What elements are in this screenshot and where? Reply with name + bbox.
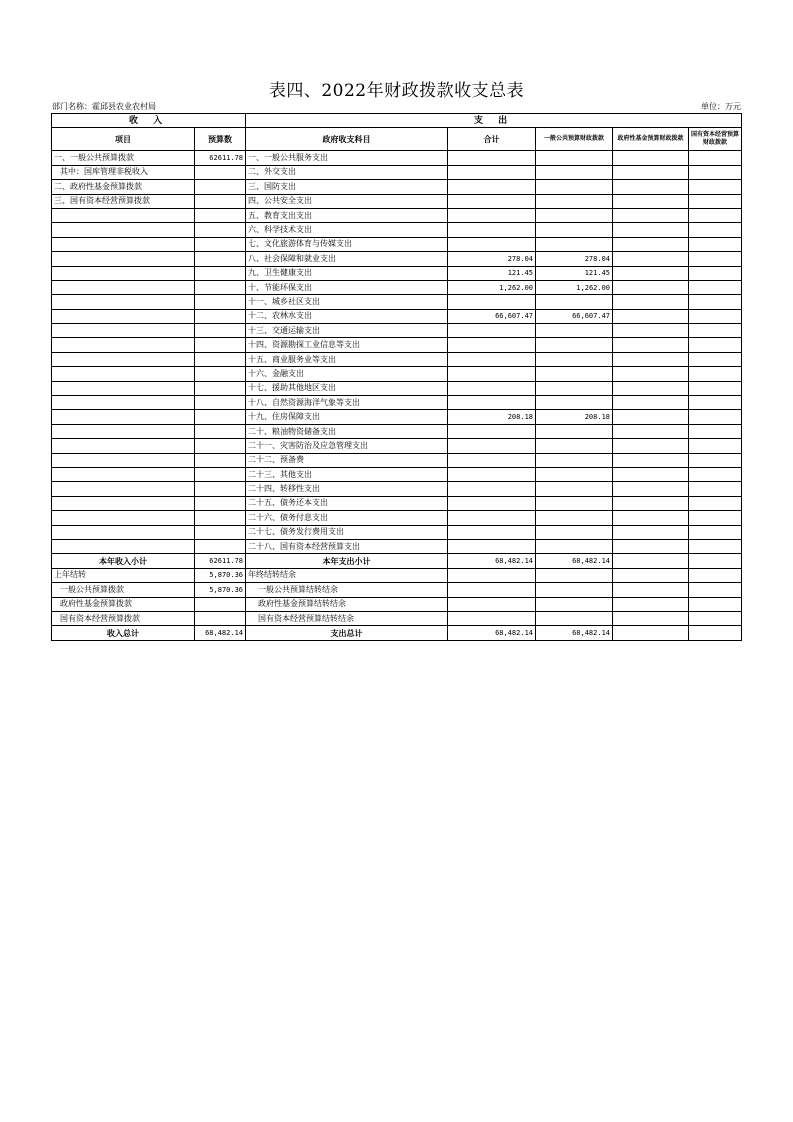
col-item: 项目 [52,128,195,151]
expense-total: 1,262.00 [448,280,536,294]
income-item [52,453,195,467]
carry-item: 政府性基金预算拨款 [52,597,195,611]
expense-general [536,496,613,510]
expense-total [448,295,536,309]
carry-subject: 政府性基金预算结转结余 [246,597,448,611]
table-row [52,295,742,309]
expense-general [536,539,613,553]
expense-subject: 九、卫生健康支出 [246,266,448,280]
expense-subject: 六、科学技术支出 [246,223,448,237]
carry-budget: 5,870.36 [195,583,246,597]
expense-general [536,453,613,467]
income-budget [195,525,246,539]
expense-state [689,324,742,338]
table-row [52,410,742,424]
expense-fund [613,439,689,453]
expense-total [448,208,536,222]
expense-state [689,237,742,251]
carry-empty [536,583,613,597]
table-row [52,352,742,366]
income-budget [195,381,246,395]
table-row [52,151,742,165]
carry-item: 一般公共预算拨款 [52,583,195,597]
table-row [52,467,742,481]
income-budget [195,482,246,496]
income-item: 三、国有资本经营预算拨款 [52,194,195,208]
expense-state [689,367,742,381]
expense-subject: 十七、援助其他地区支出 [246,381,448,395]
income-header: 收 入 [52,114,246,128]
expense-fund [613,324,689,338]
expense-general [536,439,613,453]
expense-total: 208.18 [448,410,536,424]
col-subject: 政府收支科目 [246,128,448,151]
expense-state [689,280,742,294]
expense-general: 1,262.00 [536,280,613,294]
table-row [52,180,742,194]
income-budget: 62611.78 [195,151,246,165]
carry-empty [689,611,742,625]
expense-total [448,324,536,338]
expense-fund [613,525,689,539]
expense-general [536,180,613,194]
income-budget [195,511,246,525]
income-item [52,352,195,366]
income-budget [195,539,246,553]
expense-total [448,194,536,208]
table-row [52,165,742,179]
expense-state [689,539,742,553]
carry-empty [448,568,536,582]
expense-subject: 二十、粮油物资储备支出 [246,424,448,438]
carry-empty [448,597,536,611]
expense-general [536,338,613,352]
subtotal-row-state [689,554,742,568]
carry-budget [195,611,246,625]
expense-fund [613,396,689,410]
table-row [52,280,742,294]
expense-general [536,151,613,165]
expense-subject: 七、文化旅游体育与传媒支出 [246,237,448,251]
expense-general: 278.04 [536,252,613,266]
expense-total [448,223,536,237]
expense-total [448,151,536,165]
income-item [52,482,195,496]
expense-general: 121.45 [536,266,613,280]
expense-general [536,208,613,222]
carry-item: 上年结转 [52,568,195,582]
expense-fund [613,295,689,309]
income-item [52,439,195,453]
income-item [52,338,195,352]
expense-subject: 二、外交支出 [246,165,448,179]
carry-budget: 5,870.36 [195,568,246,582]
expense-total [448,338,536,352]
expense-state [689,453,742,467]
income-budget [195,338,246,352]
income-budget [195,252,246,266]
expense-subject: 十一、城乡社区支出 [246,295,448,309]
expense-total: 66,607.47 [448,309,536,323]
expense-fund [613,381,689,395]
expense-subject: 二十七、债务发行费用支出 [246,525,448,539]
expense-general [536,511,613,525]
budget-table [51,113,742,641]
expense-fund [613,338,689,352]
expense-general [536,367,613,381]
carry-row [52,611,742,625]
expense-subject: 十九、住房保障支出 [246,410,448,424]
income-budget [195,367,246,381]
carry-empty [613,611,689,625]
income-item [52,280,195,294]
expense-state [689,208,742,222]
expense-subject: 二十五、债务还本支出 [246,496,448,510]
expense-subject: 十二、农林水支出 [246,309,448,323]
expense-state [689,266,742,280]
income-item [52,410,195,424]
income-budget [195,266,246,280]
expense-fund [613,410,689,424]
expense-general [536,223,613,237]
carry-empty [613,568,689,582]
table-row [52,381,742,395]
expense-total [448,453,536,467]
income-item [52,511,195,525]
income-item [52,525,195,539]
expense-general: 66,607.47 [536,309,613,323]
expense-subject: 十六、金融支出 [246,367,448,381]
grand-total-row-state [689,626,742,640]
expense-total [448,467,536,481]
carry-empty [613,583,689,597]
carry-subject: 年终结转结余 [246,568,448,582]
expense-subject: 二十二、预备费 [246,453,448,467]
expense-state [689,151,742,165]
grand-total-row [52,626,742,640]
income-item [52,266,195,280]
income-item [52,381,195,395]
carry-empty [689,583,742,597]
income-budget [195,424,246,438]
table-row [52,252,742,266]
expense-total [448,396,536,410]
carry-empty [448,611,536,625]
expense-general [536,295,613,309]
income-item [52,424,195,438]
expense-state [689,295,742,309]
carry-subject: 一般公共预算结转结余 [246,583,448,597]
expense-total [448,367,536,381]
income-item [52,324,195,338]
expense-total [448,482,536,496]
expense-state [689,439,742,453]
expense-subject: 十三、交通运输支出 [246,324,448,338]
col-budget: 预算数 [195,128,246,151]
expense-state [689,381,742,395]
expense-subject: 四、公共安全支出 [246,194,448,208]
expense-fund [613,482,689,496]
expense-general [536,352,613,366]
expense-subject: 十四、资源勘探工业信息等支出 [246,338,448,352]
expense-fund [613,453,689,467]
expense-fund [613,180,689,194]
expense-subject: 十五、商业服务业等支出 [246,352,448,366]
expense-general [536,467,613,481]
page-title: 表四、2022年财政拨款收支总表 [268,81,525,101]
expense-subject: 二十八、国有资本经营预算支出 [246,539,448,553]
income-item [52,396,195,410]
expense-state [689,309,742,323]
expense-state [689,511,742,525]
expense-fund [613,208,689,222]
expense-total: 121.45 [448,266,536,280]
income-budget [195,165,246,179]
carry-empty [536,568,613,582]
table-row [52,525,742,539]
expense-state [689,396,742,410]
subtotal-row-total: 68,482.14 [448,554,536,568]
table-row [52,453,742,467]
carry-empty [613,597,689,611]
expense-fund [613,223,689,237]
income-budget [195,194,246,208]
income-item [52,496,195,510]
carry-row [52,568,742,582]
expense-fund [613,352,689,366]
table-row [52,539,742,553]
carry-empty [689,597,742,611]
expense-state [689,525,742,539]
table-row [52,266,742,280]
table-row [52,367,742,381]
expense-header: 支 出 [246,114,742,128]
expense-fund [613,165,689,179]
expense-general [536,396,613,410]
expense-fund [613,194,689,208]
expense-state [689,252,742,266]
income-item [52,467,195,481]
expense-fund [613,252,689,266]
income-budget [195,180,246,194]
expense-subject: 二十四、转移性支出 [246,482,448,496]
subtotal-row-income-value: 62611.78 [195,554,246,568]
expense-general [536,424,613,438]
income-item [52,237,195,251]
expense-general: 208.18 [536,410,613,424]
table-row [52,223,742,237]
expense-state [689,194,742,208]
expense-general [536,525,613,539]
carry-empty [448,583,536,597]
subtotal-row-general: 68,482.14 [536,554,613,568]
income-budget [195,439,246,453]
expense-total [448,511,536,525]
income-budget [195,208,246,222]
table-row [52,496,742,510]
expense-general [536,237,613,251]
grand-total-row-total: 68,482.14 [448,626,536,640]
expense-state [689,223,742,237]
carry-empty [536,597,613,611]
expense-fund [613,424,689,438]
income-budget [195,280,246,294]
expense-subject: 十、节能环保支出 [246,280,448,294]
subtotal-row-income-label: 本年收入小计 [52,554,195,568]
table-row [52,309,742,323]
income-budget [195,295,246,309]
department-label: 部门名称：霍邱县农业农村局 [52,102,156,111]
expense-general [536,194,613,208]
expense-total [448,496,536,510]
grand-total-row-income-label: 收入总计 [52,626,195,640]
expense-total [448,424,536,438]
income-item [52,223,195,237]
expense-total [448,352,536,366]
carry-row [52,597,742,611]
expense-total [448,525,536,539]
expense-state [689,338,742,352]
expense-fund [613,367,689,381]
expense-subject: 二十六、债务付息支出 [246,511,448,525]
expense-fund [613,266,689,280]
table-row [52,424,742,438]
expense-state [689,424,742,438]
expense-total [448,539,536,553]
subtotal-row-expense-label: 本年支出小计 [246,554,448,568]
expense-fund [613,496,689,510]
expense-state [689,496,742,510]
expense-subject: 二十三、其他支出 [246,467,448,481]
income-item [52,367,195,381]
carry-subject: 国有资本经营预算结转结余 [246,611,448,625]
expense-total [448,381,536,395]
income-item: 一、一般公共预算拨款 [52,151,195,165]
expense-fund [613,280,689,294]
expense-state [689,467,742,481]
income-budget [195,467,246,481]
expense-total [448,180,536,194]
expense-state [689,165,742,179]
expense-state [689,482,742,496]
expense-total [448,165,536,179]
table-row [52,237,742,251]
table-row [52,511,742,525]
carry-budget [195,597,246,611]
table-row [52,324,742,338]
col-state: 国有资本经营预算财政拨款 [689,128,742,151]
expense-state [689,180,742,194]
expense-fund [613,467,689,481]
income-budget [195,309,246,323]
col-general: 一般公共预算财政拨款 [536,128,613,151]
carry-empty [689,568,742,582]
expense-fund [613,151,689,165]
expense-fund [613,237,689,251]
grand-total-row-fund [613,626,689,640]
table-row [52,338,742,352]
expense-subject: 十八、自然资源海洋气象等支出 [246,396,448,410]
expense-total: 278.04 [448,252,536,266]
expense-general [536,324,613,338]
expense-total [448,237,536,251]
income-item [52,252,195,266]
expense-total [448,439,536,453]
table-row [52,208,742,222]
income-budget [195,352,246,366]
income-budget [195,496,246,510]
table-body [52,151,742,640]
income-item [52,208,195,222]
table-row [52,439,742,453]
table-row [52,396,742,410]
table-row [52,194,742,208]
expense-state [689,410,742,424]
grand-total-row-income-value: 68,482.14 [195,626,246,640]
income-budget [195,324,246,338]
expense-subject: 八、社会保障和就业支出 [246,252,448,266]
expense-fund [613,511,689,525]
income-item: 其中：国库管理非税收入 [52,165,195,179]
income-budget [195,410,246,424]
income-item: 二、政府性基金预算拨款 [52,180,195,194]
grand-total-row-expense-label: 支出总计 [246,626,448,640]
expense-fund [613,539,689,553]
carry-row [52,583,742,597]
carry-empty [536,611,613,625]
expense-subject: 五、教育支出支出 [246,208,448,222]
expense-subject: 二十一、灾害防治及应急管理支出 [246,439,448,453]
col-total: 合计 [448,128,536,151]
income-budget [195,237,246,251]
expense-general [536,165,613,179]
expense-state [689,352,742,366]
expense-general [536,381,613,395]
income-item [52,539,195,553]
income-budget [195,223,246,237]
expense-general [536,482,613,496]
income-budget [195,453,246,467]
income-item [52,295,195,309]
col-fund: 政府性基金预算财政拨款 [613,128,689,151]
table-row [52,482,742,496]
income-item [52,309,195,323]
expense-fund [613,309,689,323]
income-budget [195,396,246,410]
grand-total-row-general: 68,482.14 [536,626,613,640]
subtotal-row-fund [613,554,689,568]
subtotal-row [52,554,742,568]
unit-label: 单位：万元 [701,102,741,111]
expense-subject: 一、一般公共服务支出 [246,151,448,165]
carry-item: 国有资本经营预算拨款 [52,611,195,625]
expense-subject: 三、国防支出 [246,180,448,194]
